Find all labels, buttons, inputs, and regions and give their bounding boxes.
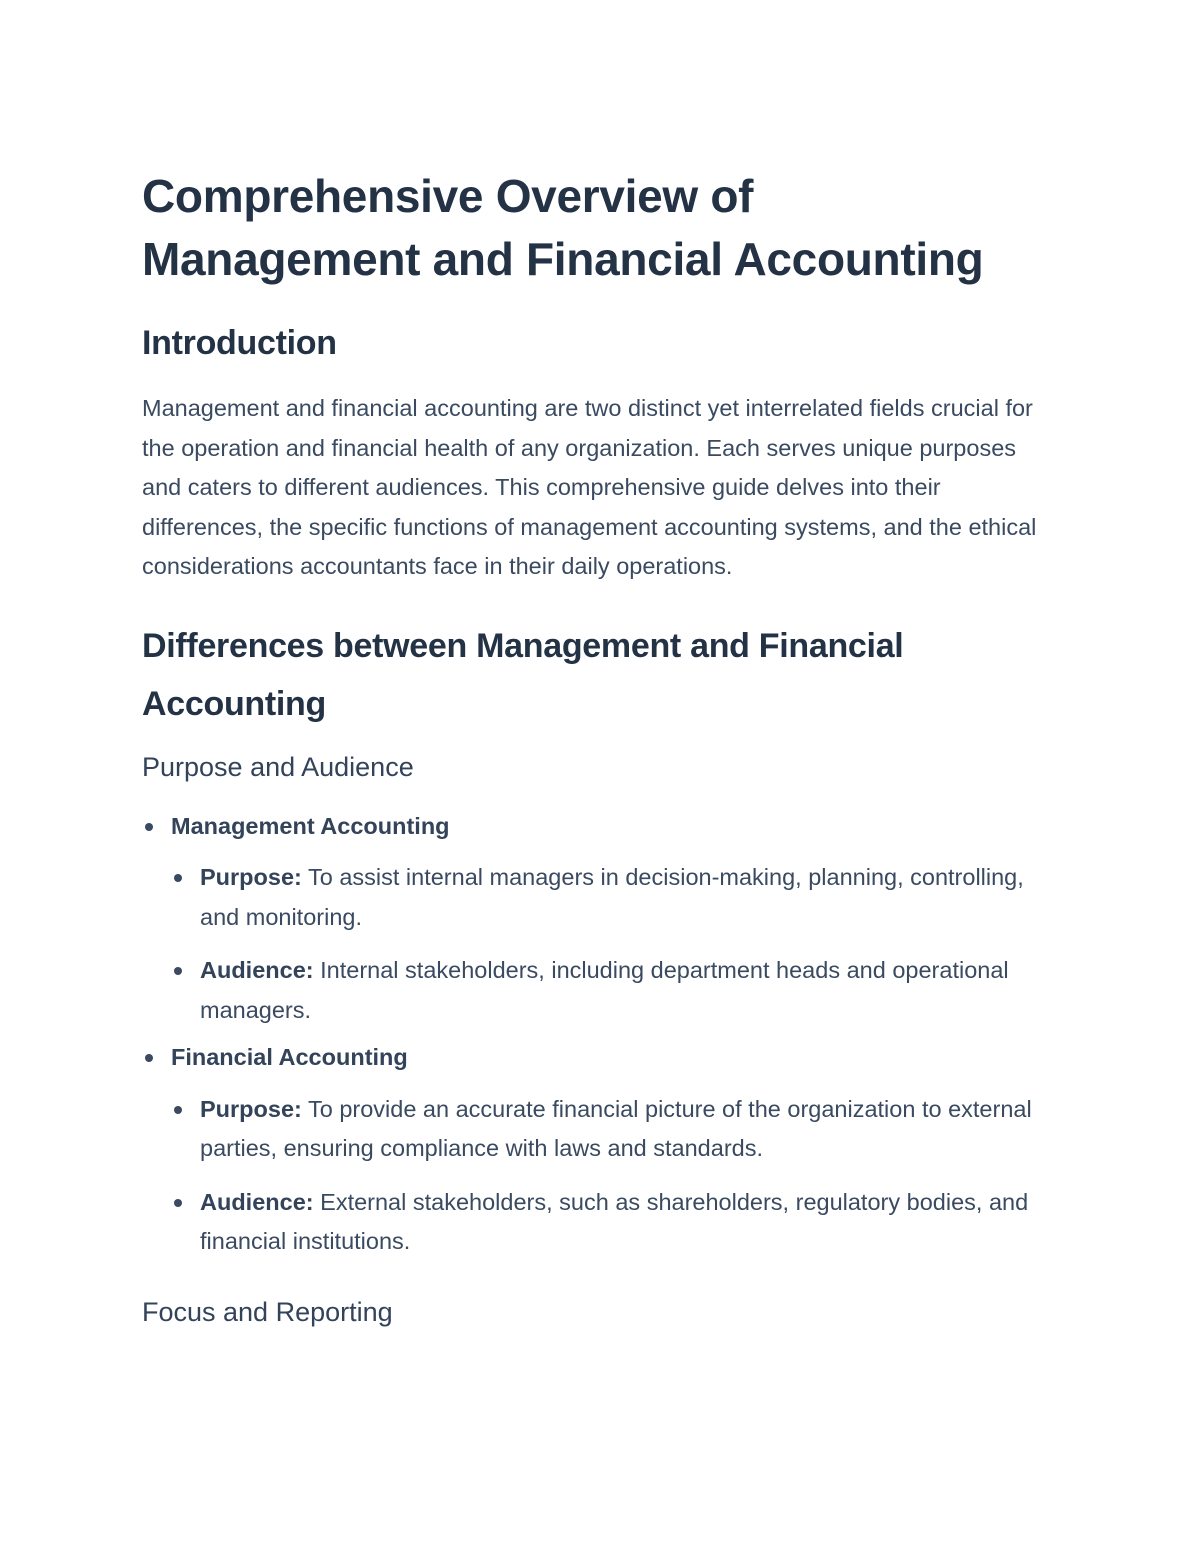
- list-item-financial-accounting: [142, 1038, 1057, 1262]
- term-label: Purpose:: [200, 1095, 302, 1122]
- document-page: [142, 165, 1057, 1332]
- list-item-purpose: [171, 1090, 1057, 1169]
- introduction-heading: Introduction: [142, 324, 337, 362]
- bullet-icon: [145, 823, 153, 831]
- list-item-title: Financial Accounting: [171, 1044, 408, 1070]
- title-line-2: Management and Financial Accounting: [142, 233, 984, 285]
- list-item-management-accounting: [142, 807, 1057, 1031]
- introduction-paragraph: Management and financial accounting are two distinct yet interrelated fields crucial for the operation and financial health of any organization. Each serves unique purposes and caters to different audiences. This comprehensive guide delves into their differences, the specific functions of management accounting systems, and the ethical considerations accountants face in their daily operations.: [142, 395, 1037, 579]
- bullet-icon: [145, 1054, 153, 1062]
- management-accounting-points: [171, 858, 1057, 1030]
- list-item-purpose: [171, 858, 1057, 937]
- purpose-audience-heading: Purpose and Audience: [142, 751, 414, 782]
- list-item-audience: [171, 951, 1057, 1030]
- term-label: Audience:: [200, 1188, 314, 1215]
- term-description: To provide an accurate financial picture of the organization to external parties, ensuring compliance with laws and standards.: [200, 1095, 1032, 1161]
- term-description: To assist internal managers in decision-making, planning, controlling, and monitoring.: [200, 864, 1024, 930]
- list-item-title: Management Accounting: [171, 812, 450, 839]
- bullet-icon: [174, 1106, 182, 1114]
- list-item-audience: [171, 1183, 1057, 1262]
- bullet-icon: [174, 967, 182, 975]
- title-line-1: Comprehensive Overview of: [142, 170, 754, 222]
- bullet-icon: [174, 874, 182, 882]
- purpose-audience-list: [142, 807, 1057, 1262]
- bullet-icon: [174, 1199, 182, 1207]
- differences-heading: Differences between Management and Financial Accounting: [142, 626, 904, 723]
- document-title: [142, 165, 1057, 291]
- financial-accounting-points: [171, 1090, 1057, 1262]
- term-label: Purpose:: [200, 864, 302, 890]
- term-label: Audience:: [200, 957, 314, 983]
- focus-reporting-heading: Focus and Reporting: [142, 1296, 393, 1327]
- term-description: Internal stakeholders, including department heads and operational managers.: [200, 957, 1009, 1023]
- term-description: External stakeholders, such as shareholders, regulatory bodies, and financial institutions.: [200, 1188, 1029, 1254]
